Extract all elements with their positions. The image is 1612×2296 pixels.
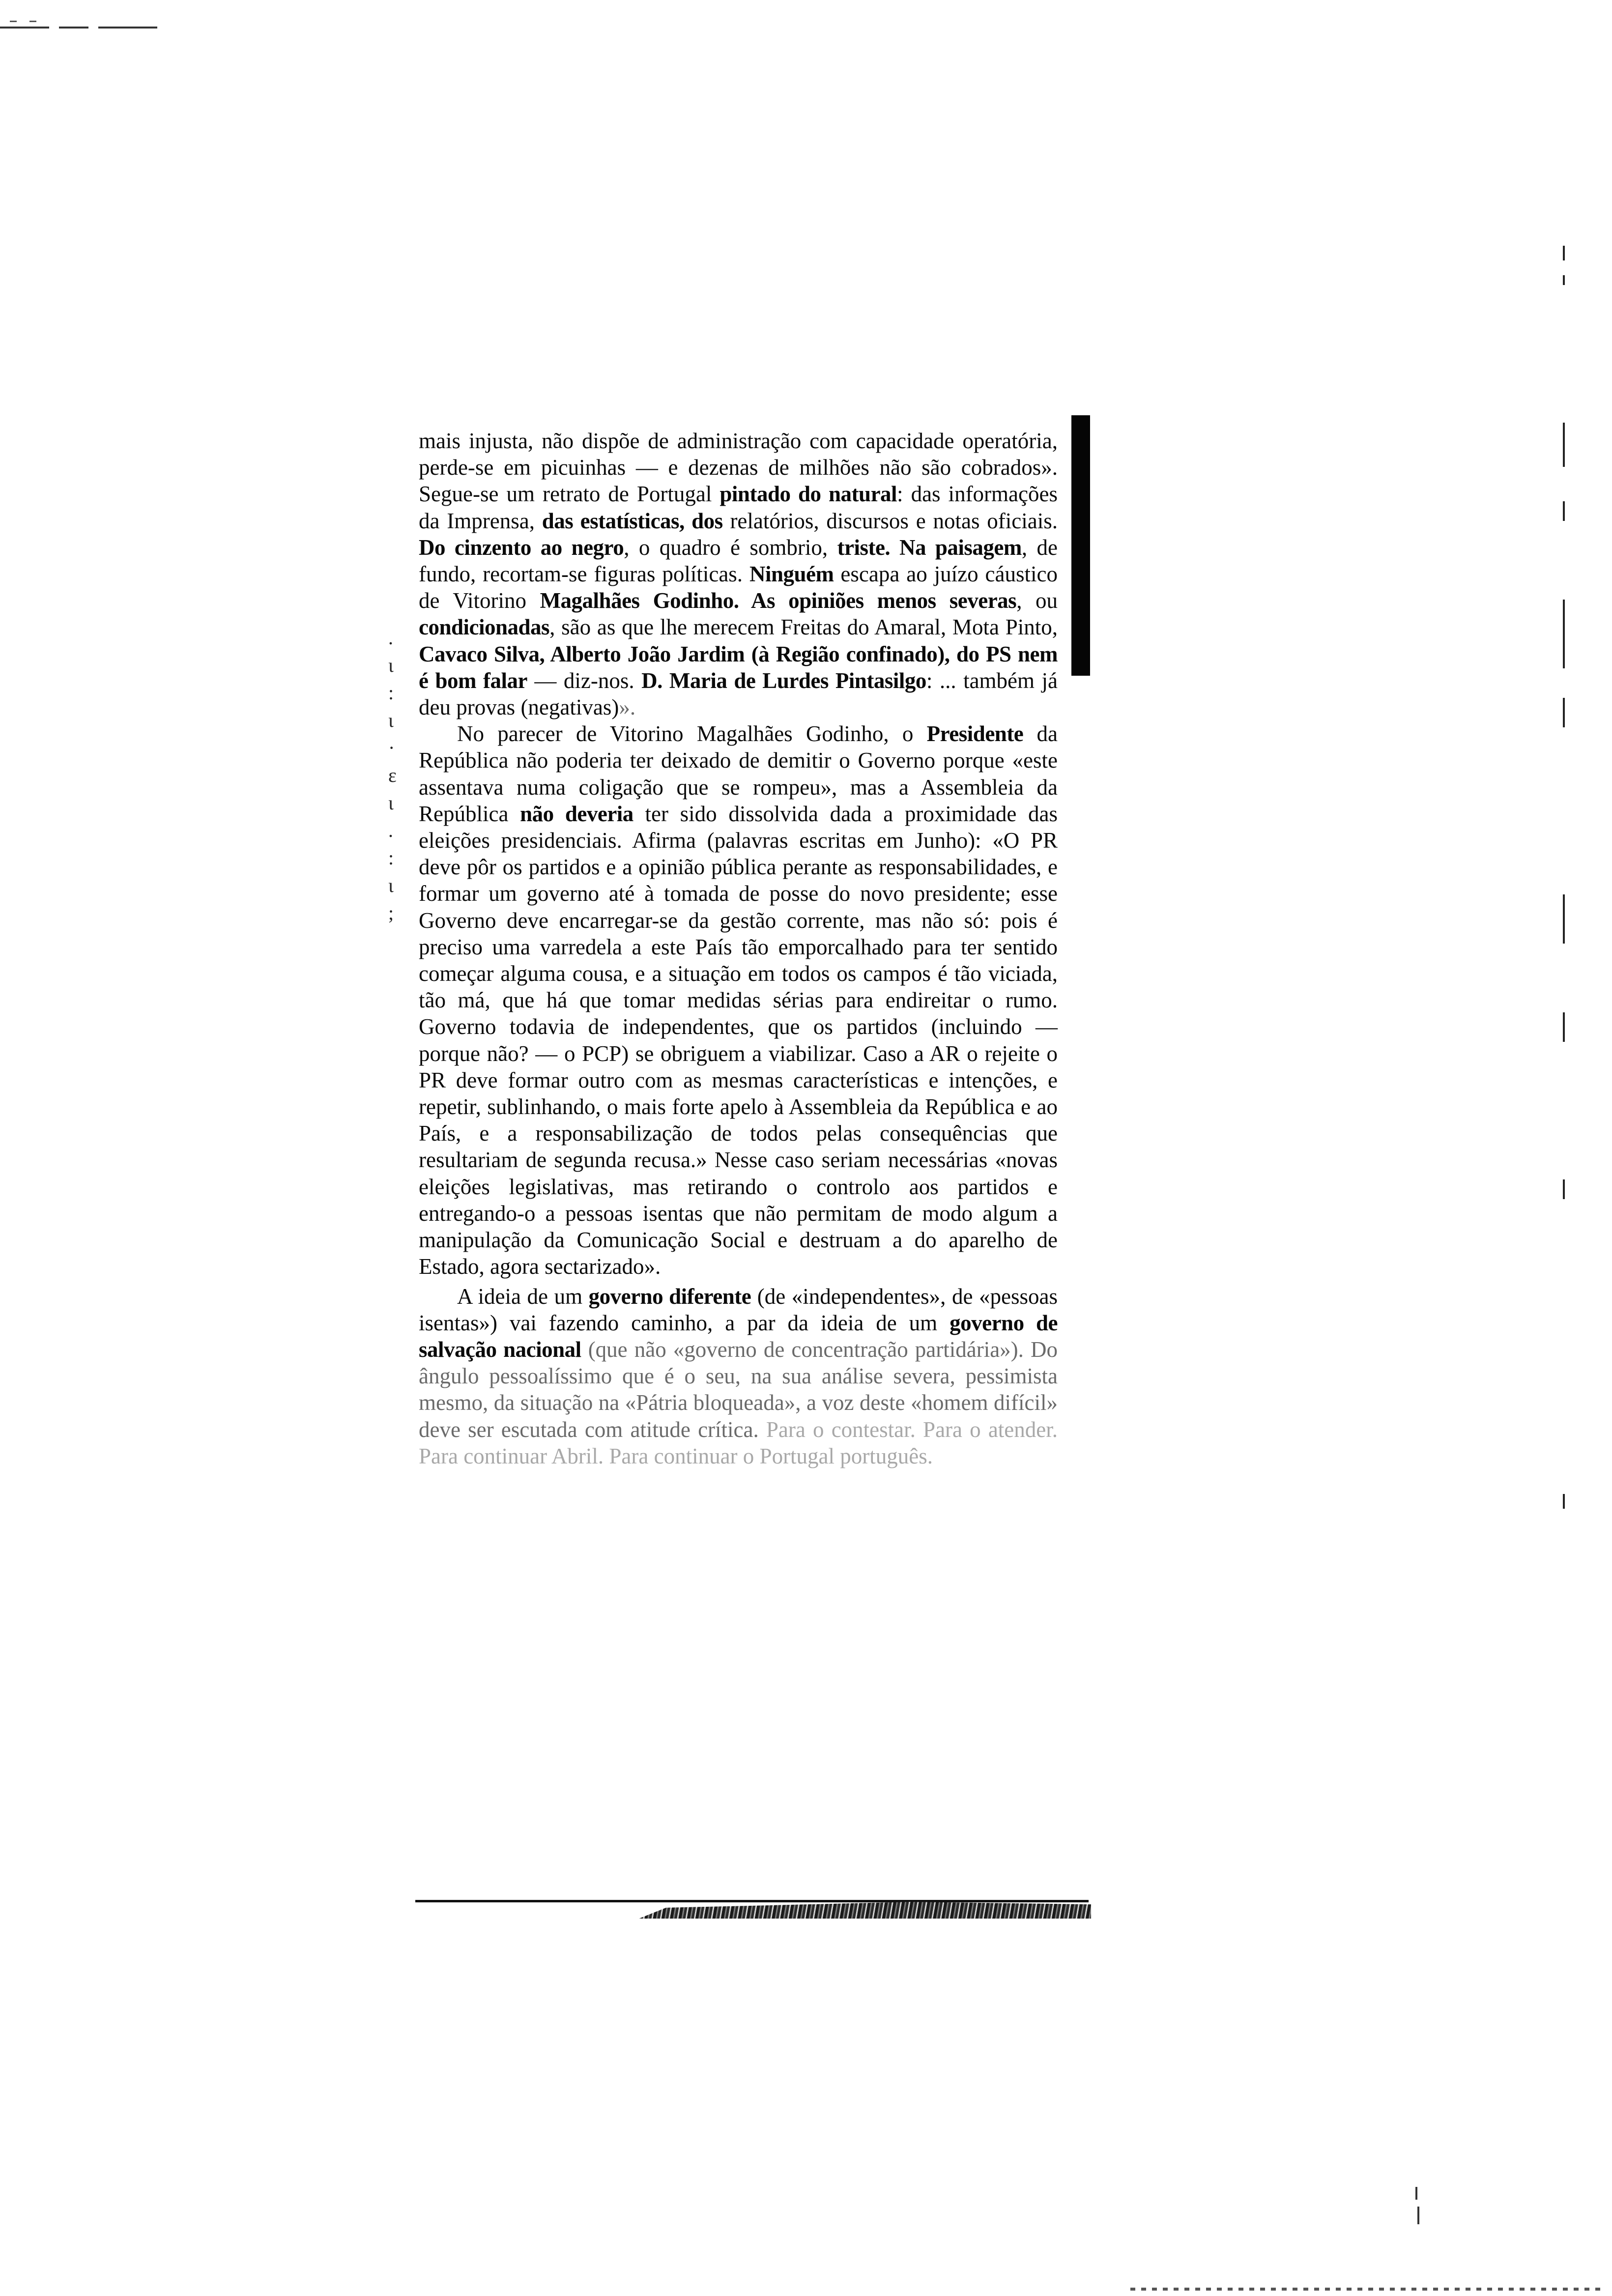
speck: · bbox=[388, 737, 395, 759]
article-paragraph bbox=[419, 720, 1058, 1280]
speck: : bbox=[388, 847, 394, 869]
text-run: A ideia de um bbox=[457, 1284, 589, 1309]
speck: ι bbox=[388, 792, 394, 814]
text-run: Presidente bbox=[926, 721, 1024, 746]
text-run: governo diferente bbox=[588, 1284, 751, 1309]
article-column bbox=[419, 428, 1058, 1469]
speck: ; bbox=[388, 902, 394, 924]
speck bbox=[1563, 698, 1565, 727]
bottom-right-specks bbox=[1415, 2187, 1430, 2236]
bottom-rule bbox=[415, 1900, 1089, 1902]
text-run: triste. Na paisagem bbox=[837, 535, 1022, 560]
article-paragraph bbox=[419, 428, 1058, 720]
text-run: da República não poderia ter deixado de demitir o Governo porque «este assentava numa coligação que se rompeu», mas a Assembleia da República bbox=[419, 721, 1058, 826]
speck bbox=[1563, 423, 1565, 467]
bottom-edge-dashes bbox=[1130, 2288, 1602, 2291]
scan-tick bbox=[10, 21, 17, 22]
speck: . bbox=[388, 627, 393, 649]
text-run: , o quadro é sombrio, bbox=[624, 535, 837, 560]
column-edge-bar bbox=[1071, 415, 1090, 676]
scan-artifact-top-left bbox=[0, 20, 162, 32]
speck bbox=[1563, 501, 1565, 521]
text-run: : ... também já deu provas (negativas) bbox=[419, 668, 1058, 720]
speck bbox=[1415, 2187, 1417, 2200]
scan-tick bbox=[29, 21, 36, 22]
speck: ι bbox=[388, 654, 394, 676]
text-run: relatórios, discursos e notas oficiais. bbox=[722, 508, 1058, 533]
scan-dash bbox=[98, 27, 157, 29]
speck: ι bbox=[388, 709, 394, 731]
text-run: D. Maria de Lurdes Pintasilgo bbox=[641, 668, 926, 693]
text-run: não deveria bbox=[520, 801, 633, 826]
text-run: , de fundo, recortam-se figuras políticas. bbox=[419, 535, 1058, 587]
text-run: Do cinzento ao negro bbox=[419, 535, 624, 560]
text-run: — diz-nos. bbox=[527, 668, 642, 693]
text-run: Ninguém bbox=[749, 562, 834, 587]
left-margin-specks bbox=[388, 624, 408, 958]
text-run: (de «independentes», de «pessoas isentas») vai fazendo caminho, a par da ideia de um bbox=[419, 1284, 1058, 1335]
scan-dash bbox=[0, 27, 49, 29]
speck bbox=[1563, 1012, 1565, 1042]
speck bbox=[1563, 894, 1565, 944]
bottom-scan-smear bbox=[639, 1902, 1091, 1919]
text-run: Magalhães Godinho. As opiniões menos severas bbox=[540, 588, 1017, 613]
article-paragraph bbox=[419, 1283, 1058, 1469]
speck bbox=[1563, 275, 1565, 285]
text-run: Cavaco Silva, Alberto João Jardim (à Região confinado), do PS nem é bom falar bbox=[419, 641, 1058, 693]
text-run: No parecer de Vitorino Magalhães Godinho, o bbox=[457, 721, 927, 746]
text-run: , ou bbox=[1016, 588, 1058, 613]
speck bbox=[1417, 2207, 1419, 2224]
text-run: escapa ao juízo cáustico de Vitorino bbox=[419, 562, 1058, 613]
text-run: governo de salvação nacional bbox=[419, 1310, 1058, 1362]
text-run: ». bbox=[619, 695, 636, 720]
text-run: (que não «governo de concentração partidária»). Do ângulo pessoalíssimo que é o seu, na sua análise severa, pessimista mesmo, da situação na «Pátria bloqueada», a voz deste «homem difícil» deve ser escutada com atitude crítica. bbox=[419, 1337, 1058, 1442]
speck bbox=[1563, 600, 1565, 668]
text-run: das estatísticas, dos bbox=[542, 508, 723, 533]
text-run: , são as que lhe merecem Freitas do Amaral, Mota Pinto, bbox=[549, 615, 1058, 640]
speck: ɛ bbox=[388, 764, 397, 786]
speck: ι bbox=[388, 874, 394, 896]
speck: . bbox=[388, 819, 393, 841]
speck bbox=[1563, 1494, 1565, 1509]
text-run: Para o contestar. Para o atender. Para continuar Abril. Para continuar o Portugal português. bbox=[419, 1417, 1058, 1468]
speck bbox=[1563, 246, 1565, 260]
speck bbox=[1563, 1179, 1565, 1199]
text-run: ter sido dissolvida dada a proximidade das eleições presidenciais. Afirma (palavras escritas em Junho): «O PR deve pôr os partidos e a opinião pública perante as responsabilidades, e formar um governo até à tomada de posse do novo presidente; esse Governo deve encarregar-se da gestão corrente, mas não só: pois é preciso uma varredela a este País tão emporcalhado para ter sentido começar alguma cousa, e a situação em todos os campos é tão viciada, tão má, que há que tomar medidas sérias para endireitar o rumo. Governo todavia de independentes, que os partidos (incluindo — porque não? — o PCP) se obriguem a viabilizar. Caso a AR o rejeite o PR deve formar outro com as mesmas características e intenções, e repetir, sublinhando, o mais forte apelo à Assembleia da República e ao País, e a responsabilização de todos pelas consequências que resultariam de segunda recusa.» Nesse caso seriam necessárias «novas eleições legislativas, mas retirando o controlo aos partidos e entregando-o a pessoas isentas que não permitam de modo algum a manipulação da Comunicação Social e destruam a do aparelho de Estado, agora sectarizado». bbox=[419, 801, 1058, 1279]
text-run: condicionadas bbox=[419, 615, 550, 640]
speck: : bbox=[388, 682, 394, 704]
text-run: mais injusta, não dispõe de administração com capacidade operatória, perde-se em picuinhas — e dezenas de milhões não são cobrados». Segue-se um retrato de Portugal bbox=[419, 429, 1058, 507]
text-run: : das informações da Imprensa, bbox=[419, 482, 1058, 533]
text-run: pintado do natural bbox=[720, 482, 897, 507]
scan-dash bbox=[59, 27, 88, 29]
right-margin-specks bbox=[1563, 246, 1573, 1818]
